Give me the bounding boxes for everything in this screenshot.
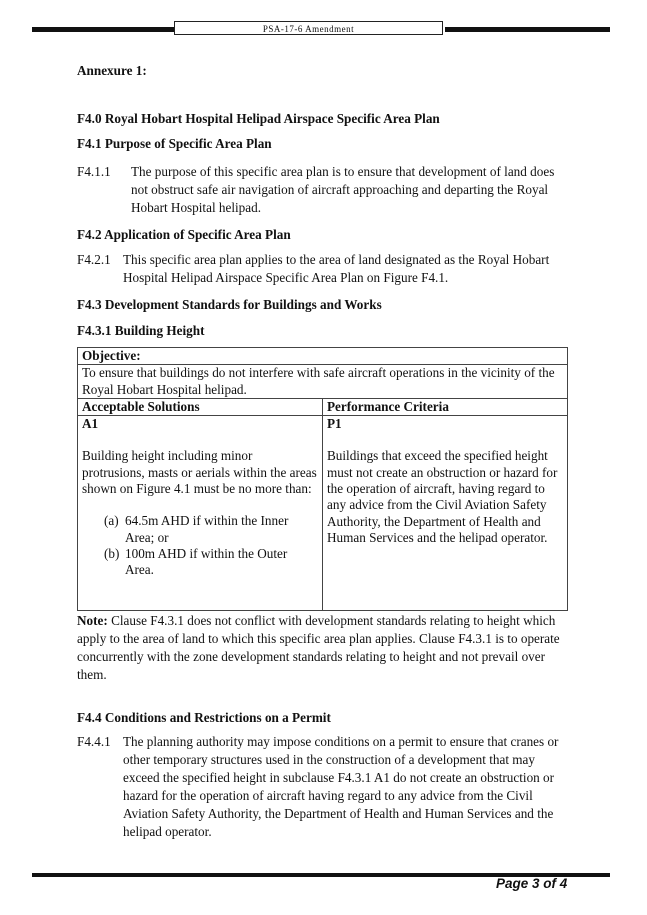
table-header-row — [78, 398, 568, 415]
a1-label: A1 — [82, 416, 99, 432]
section-f41-heading: F4.1 Purpose of Specific Area Plan — [77, 136, 272, 151]
plan-title: F4.0 Royal Hobart Hospital Helipad Airspace Specific Area Plan — [77, 111, 440, 126]
section-f43-heading: F4.3 Development Standards for Buildings and Works — [77, 297, 382, 312]
objective-text: To ensure that buildings do not interfere with safe aircraft operations in the vicinity of the Royal Hobart Hospital helipad. — [78, 365, 568, 399]
item-text: 100m AHD if within the Outer Area. — [125, 545, 288, 578]
clause-number: F4.2.1 — [77, 252, 111, 267]
clause-text: The planning authority may impose conditions on a permit to ensure that cranes or other temporary structures used in the construction of a development that may exceed the specified height in subclause F4.3.1 A1 do not create an obstruction or hazard for the operation of aircraft having regard to any advice from the Civil Aviation Safety Authority, the Department of Health and Human Services and the helipad operator. — [123, 734, 559, 839]
clause-text: This specific area plan applies to the area of land designated as the Royal Hobart Hospital Helipad Airspace Specific Area Plan on Figure F4.1. — [123, 252, 550, 285]
a1-text: Building height including minor protrusions, masts or aerials within the areas shown on Figure 4.1 must be no more than: — [82, 448, 317, 497]
a1-item-a — [104, 513, 318, 546]
section-f431-heading: F4.3.1 Building Height — [77, 323, 205, 338]
clause-text: The purpose of this specific area plan is to ensure that development of land does not obstruct safe air navigation of aircraft approaching and departing the Royal Hobart Hospital helipad. — [131, 164, 555, 215]
performance-criteria-header: Performance Criteria — [323, 398, 568, 415]
clause-f411 — [77, 163, 571, 217]
section-f44-heading: F4.4 Conditions and Restrictions on a Permit — [77, 710, 331, 725]
clause-number: F4.4.1 — [77, 734, 111, 749]
p1-text: Buildings that exceed the specified height must not create an obstruction or hazard for the operation of aircraft, having regard to any advice from the Civil Aviation Safety Authority, the Department of Health and Human Services and the helipad operator. — [327, 448, 558, 545]
a1-item-b — [104, 546, 318, 579]
performance-criterion-p1 — [323, 416, 568, 611]
objective-text-row — [78, 365, 568, 399]
annexure-title: Annexure 1: — [77, 63, 147, 78]
a1-sub-list — [104, 513, 318, 578]
header-rule-right — [445, 27, 610, 32]
objective-label-row — [78, 348, 568, 365]
acceptable-solutions-header: Acceptable Solutions — [78, 398, 323, 415]
acceptable-solution-a1 — [78, 416, 323, 611]
page-number: Page 3 of 4 — [496, 876, 568, 891]
clause-f421 — [77, 251, 571, 287]
note-label: Note: — [77, 613, 108, 628]
building-height-standards-table — [77, 347, 568, 611]
item-label: (b) — [104, 545, 120, 561]
clause-f441 — [77, 733, 571, 841]
standards-row — [78, 416, 568, 611]
document-header-label: PSA-17-6 Amendment — [174, 21, 443, 35]
note-paragraph — [77, 612, 571, 684]
note-text: Clause F4.3.1 does not conflict with development standards relating to height which apply to the area of land to which this specific area plan applies. Clause F4.3.1 is to operate concurrently with the zone development standards relating to height and not prevail over them. — [77, 613, 560, 682]
clause-number: F4.1.1 — [77, 164, 111, 179]
item-text: 64.5m AHD if within the Inner Area; or — [125, 513, 289, 545]
item-label: (a) — [104, 513, 119, 529]
section-f42-heading: F4.2 Application of Specific Area Plan — [77, 227, 291, 242]
objective-label: Objective: — [78, 348, 568, 365]
p1-label: P1 — [327, 416, 342, 432]
header-rule-left — [32, 27, 174, 32]
